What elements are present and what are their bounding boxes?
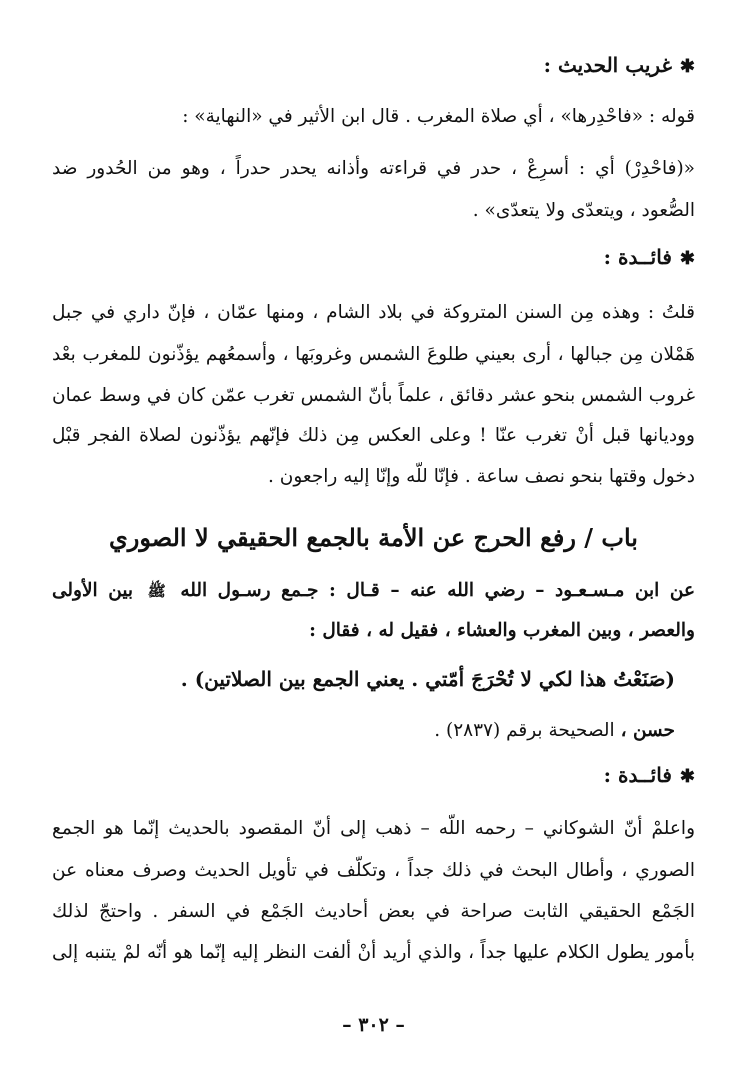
heading-text: فائــدة : [603, 245, 672, 269]
asterisk-icon: ✱ [679, 56, 695, 77]
hadith-line: والعصر ، وبين المغرب والعشاء ، فقيل له ، فقال : [309, 620, 695, 641]
section-heading-gharib [52, 50, 695, 82]
salutation-glyph: ﷺ [147, 582, 166, 600]
section-heading-faida [52, 242, 695, 274]
paragraph-line: غروب الشمس بنحو عشر دقائق ، علماً بأنّ الشمس تغرب عمّن كان في وسط عمان [52, 385, 695, 406]
section-heading-faida-2 [52, 760, 695, 792]
grade-label: حسن ، [620, 720, 675, 741]
heading-text: فائــدة : [603, 763, 672, 787]
grade-reference: الصحيحة برقم (٢٨٣٧) . [434, 720, 615, 741]
paragraph-line: الجَمْع الحقيقي الثابت صراحة في بعض أحاديث الجَمْع في السفر . واحتجّ لذلك [52, 901, 695, 922]
asterisk-icon: ✱ [679, 248, 695, 269]
hadith-text: (صَنَعْتُ هذا لكي لا تُحْرَجَ أمّتي . يعني الجمع بين الصلاتين) . [180, 667, 675, 691]
hadith-narration: عن ابن مـسـعـود – رضي الله عنه – قـال : جـمع رسـول الله [180, 580, 695, 601]
paragraph-line: بأمور يطول الكلام عليها جداً ، والذي أريد أنْ ألفت النظر إليه إنّما هو أنّه لمْ يتنبه إلى [52, 942, 695, 963]
paragraph-line: هَمْلان مِن جبالها ، أرى بعيني طلوعَ الشمس وغروبَها ، وأسمعُهم يؤذّنون للمغرب بعْد [52, 344, 695, 365]
hadith-chain-line [52, 576, 695, 606]
asterisk-icon: ✱ [679, 766, 695, 787]
hadith-grade [52, 716, 675, 746]
heading-text: غريب الحديث : [543, 53, 672, 77]
paragraph-line: دخول وقتها بنحو نصف ساعة . فإنّا للّه وإنّا إليه راجعون . [268, 466, 695, 487]
paragraph-line: الصوري ، وأطال البحث في ذلك جداً ، وتكلّف في تأويل الحديث وصرف معناه عن [52, 860, 695, 881]
paragraph-line: قوله : «فاحْدِرها» ، أي صلاة المغرب . قال ابن الأثير في «النهاية» : [182, 106, 695, 127]
page-number: – ٣٠٢ – [342, 1014, 405, 1036]
chapter-title: باب / رفع الحرج عن الأمة بالجمع الحقيقي لا الصوري [109, 523, 638, 552]
hadith-narration-end: بين الأولى [52, 580, 134, 601]
paragraph-line: الصُّعود ، ويتعدّى ولا يتعدّى» . [472, 200, 695, 221]
paragraph-line: قلتُ : وهذه مِن السنن المتروكة في بلاد الشام ، ومنها عمّان ، فإنّ داري في جبل [52, 302, 695, 323]
paragraph-line: ووديانها قبل أنْ تغرب عنّا ! وعلى العكس مِن ذلك فإنّهم يؤذّنون لصلاة الفجر قبْل [52, 425, 695, 446]
paragraph-line: واعلمْ أنّ الشوكاني – رحمه اللّه – ذهب إلى أنّ المقصود بالحديث إنّما هو الجمع [52, 818, 695, 839]
paragraph-line: «(فاحْدِرْ) أي : أسرِعْ ، حدر في قراءته وأذانه يحدر حدراً ، وهو من الحُدور ضد [52, 158, 695, 179]
